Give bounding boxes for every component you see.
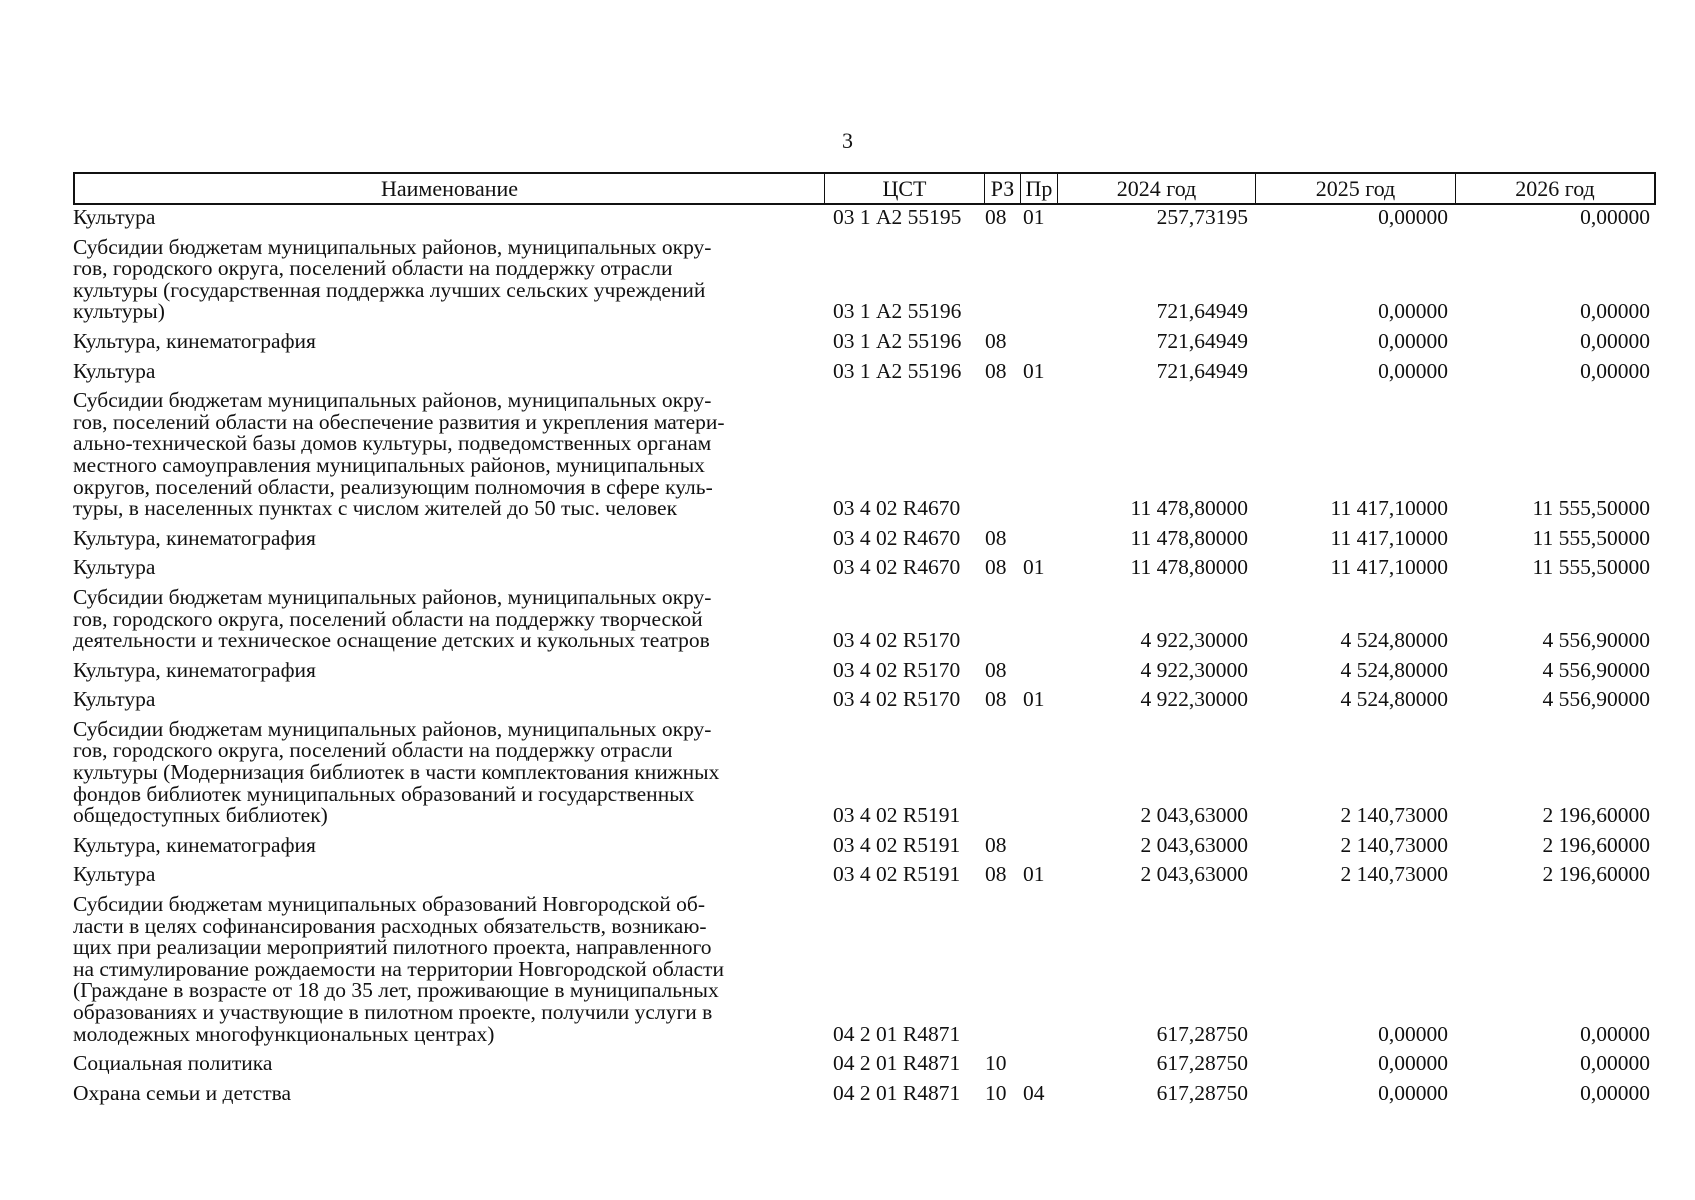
row-value-2024: 257,73195 (1156, 205, 1248, 229)
row-name: Охрана семьи и детства (73, 1080, 292, 1105)
row-value-2024: 4 922,30000 (1140, 628, 1248, 653)
table-row (73, 234, 1656, 331)
row-value-2024: 617,28750 (1156, 1021, 1248, 1046)
row-value-2026: 0,00000 (1580, 1021, 1650, 1046)
row-rz: 08 (985, 205, 1007, 229)
header-pr: Пр (1021, 174, 1058, 203)
row-value-2024: 4 922,30000 (1140, 657, 1248, 682)
row-value-2025: 0,00000 (1378, 358, 1448, 383)
row-cst: 04 2 01 R4871 (833, 1051, 961, 1076)
row-value-2025: 0,00000 (1378, 1051, 1448, 1076)
table-row (73, 894, 1656, 1053)
row-value-2024: 2 043,63000 (1140, 832, 1248, 857)
table-row (73, 328, 1656, 361)
row-cst: 03 1 А2 55196 (833, 328, 962, 353)
page-number: 3 (842, 128, 853, 153)
row-cst: 03 4 02 R4670 (833, 496, 961, 521)
table-row (73, 207, 1656, 237)
row-value-2026: 4 556,90000 (1542, 657, 1650, 682)
table-row (73, 832, 1656, 865)
row-value-2024: 4 922,30000 (1140, 687, 1248, 712)
row-cst: 03 4 02 R5170 (833, 657, 961, 682)
row-value-2025: 2 140,73000 (1340, 803, 1448, 828)
table-row (73, 864, 1656, 894)
header-2025: 2025 год (1256, 174, 1456, 203)
table-row (73, 390, 1656, 528)
row-value-2024: 2 043,63000 (1140, 862, 1248, 887)
row-value-2026: 0,00000 (1580, 358, 1650, 383)
row-value-2026: 11 555,50000 (1532, 525, 1650, 550)
row-name: Культура (73, 862, 156, 887)
row-value-2026: 0,00000 (1580, 1051, 1650, 1076)
row-value-2024: 721,64949 (1156, 299, 1248, 324)
row-value-2025: 4 524,80000 (1340, 687, 1448, 712)
row-value-2026: 0,00000 (1580, 299, 1650, 324)
row-cst: 04 2 01 R4871 (833, 1021, 961, 1046)
table-row (73, 1080, 1656, 1113)
row-name: Культура, кинематография (73, 328, 316, 353)
table-row (73, 1053, 1656, 1083)
row-name: Культура, кинематография (73, 657, 316, 682)
row-value-2026: 0,00000 (1580, 328, 1650, 353)
row-name: Субсидии бюджетам муниципальных образований Новгородской об- ласти в целях софинансирования расходных обязательств, возникаю- щих при реализации мероприятий пилотного проекта, направленного на стимулирование рождаемости на территории Новгородской области (Граждане в возрасте от 18 до 35 лет, проживающие в муниципальных образованиях и участвующие в пилотном проекте, получили услуги в молодежных многофункциональных центрах) (73, 892, 724, 1046)
row-value-2024: 721,64949 (1156, 358, 1248, 383)
row-cst: 03 4 02 R5191 (833, 862, 961, 887)
row-rz: 08 (985, 328, 1007, 353)
row-rz: 10 (985, 1051, 1007, 1076)
row-name: Субсидии бюджетам муниципальных районов, муниципальных окру- гов, городского округа, поселений области на поддержку отрасли культуры (государственная поддержка лучших сельских учреждений культуры) (73, 234, 712, 324)
row-value-2026: 4 556,90000 (1542, 628, 1650, 653)
row-value-2025: 4 524,80000 (1340, 657, 1448, 682)
row-name: Субсидии бюджетам муниципальных районов, муниципальных окру- гов, городского округа, поселений области на поддержку отрасли культуры (Модернизация библиотек в части комплектования книжных фондов библиотек муниципальных образований и государственных общедоступных библиотек) (73, 716, 720, 828)
row-value-2025: 0,00000 (1378, 205, 1448, 229)
header-cst: ЦСТ (825, 174, 985, 203)
row-value-2026: 11 555,50000 (1532, 496, 1650, 521)
row-name: Культура, кинематография (73, 525, 316, 550)
row-rz: 08 (985, 657, 1007, 682)
table-row (73, 716, 1656, 835)
table-header (73, 172, 1656, 205)
row-value-2025: 2 140,73000 (1340, 862, 1448, 887)
row-value-2025: 2 140,73000 (1340, 832, 1448, 857)
header-rz: РЗ (985, 174, 1021, 203)
row-cst: 03 1 А2 55195 (833, 205, 962, 229)
table-row (73, 358, 1656, 391)
row-pr: 01 (1023, 358, 1045, 383)
row-value-2024: 617,28750 (1156, 1051, 1248, 1076)
table-row (73, 657, 1656, 690)
row-cst: 03 1 А2 55196 (833, 358, 962, 383)
row-name: Культура (73, 205, 156, 229)
row-name: Культура (73, 687, 156, 712)
row-rz: 08 (985, 358, 1007, 383)
row-pr: 01 (1023, 205, 1045, 229)
row-cst: 03 4 02 R5191 (833, 803, 961, 828)
header-2026: 2026 год (1515, 176, 1595, 201)
row-value-2026: 2 196,60000 (1542, 862, 1650, 887)
row-cst: 03 4 02 R5170 (833, 628, 961, 653)
table-row (73, 557, 1656, 587)
row-pr: 01 (1023, 687, 1045, 712)
row-name: Культура, кинематография (73, 832, 316, 857)
row-value-2025: 0,00000 (1378, 328, 1448, 353)
row-name: Культура (73, 555, 156, 580)
row-value-2025: 0,00000 (1378, 299, 1448, 324)
row-name: Субсидии бюджетам муниципальных районов, муниципальных окру- гов, поселений области на обеспечение развития и укрепления матери- ально-технической базы домов культуры, подведомственных органам местного самоуправления муниципальных районов, муниципальных округов, поселений области, реализующим полномочия в сфере куль- туры, в населенных пунктах с числом жителей до 50 тыс. человек (73, 388, 725, 521)
row-value-2025: 11 417,10000 (1330, 496, 1448, 521)
row-rz: 08 (985, 862, 1007, 887)
header-2024: 2024 год (1058, 174, 1256, 203)
row-pr: 01 (1023, 862, 1045, 887)
row-value-2024: 11 478,80000 (1130, 496, 1248, 521)
row-rz: 08 (985, 687, 1007, 712)
row-rz: 10 (985, 1080, 1007, 1105)
row-rz: 08 (985, 555, 1007, 580)
row-value-2024: 11 478,80000 (1130, 525, 1248, 550)
row-value-2025: 0,00000 (1378, 1021, 1448, 1046)
row-cst: 03 1 А2 55196 (833, 299, 962, 324)
table-row (73, 689, 1656, 719)
row-name: Социальная политика (73, 1051, 273, 1076)
row-value-2025: 11 417,10000 (1330, 555, 1448, 580)
row-value-2024: 617,28750 (1156, 1080, 1248, 1105)
row-cst: 04 2 01 R4871 (833, 1080, 961, 1105)
row-cst: 03 4 02 R4670 (833, 525, 961, 550)
row-value-2024: 2 043,63000 (1140, 803, 1248, 828)
row-cst: 03 4 02 R4670 (833, 555, 961, 580)
table-body (73, 207, 1656, 1112)
table-row (73, 525, 1656, 558)
row-pr: 04 (1023, 1080, 1045, 1105)
row-name: Субсидии бюджетам муниципальных районов, муниципальных окру- гов, городского округа, поселений области на поддержку творческой деятельности и техническое оснащение детских и кукольных театров (73, 584, 712, 653)
row-rz: 08 (985, 832, 1007, 857)
row-value-2025: 4 524,80000 (1340, 628, 1448, 653)
row-pr: 01 (1023, 555, 1045, 580)
row-value-2026: 11 555,50000 (1532, 555, 1650, 580)
row-value-2026: 2 196,60000 (1542, 832, 1650, 857)
row-value-2025: 0,00000 (1378, 1080, 1448, 1105)
table-row (73, 584, 1656, 660)
header-name: Наименование (75, 174, 825, 203)
row-rz: 08 (985, 525, 1007, 550)
row-value-2026: 2 196,60000 (1542, 803, 1650, 828)
row-value-2024: 11 478,80000 (1130, 555, 1248, 580)
row-value-2026: 4 556,90000 (1542, 687, 1650, 712)
row-cst: 03 4 02 R5191 (833, 832, 961, 857)
row-name: Культура (73, 358, 156, 383)
row-value-2026: 0,00000 (1580, 205, 1650, 229)
row-cst: 03 4 02 R5170 (833, 687, 961, 712)
row-value-2025: 11 417,10000 (1330, 525, 1448, 550)
row-value-2026: 0,00000 (1580, 1080, 1650, 1105)
row-value-2024: 721,64949 (1156, 328, 1248, 353)
